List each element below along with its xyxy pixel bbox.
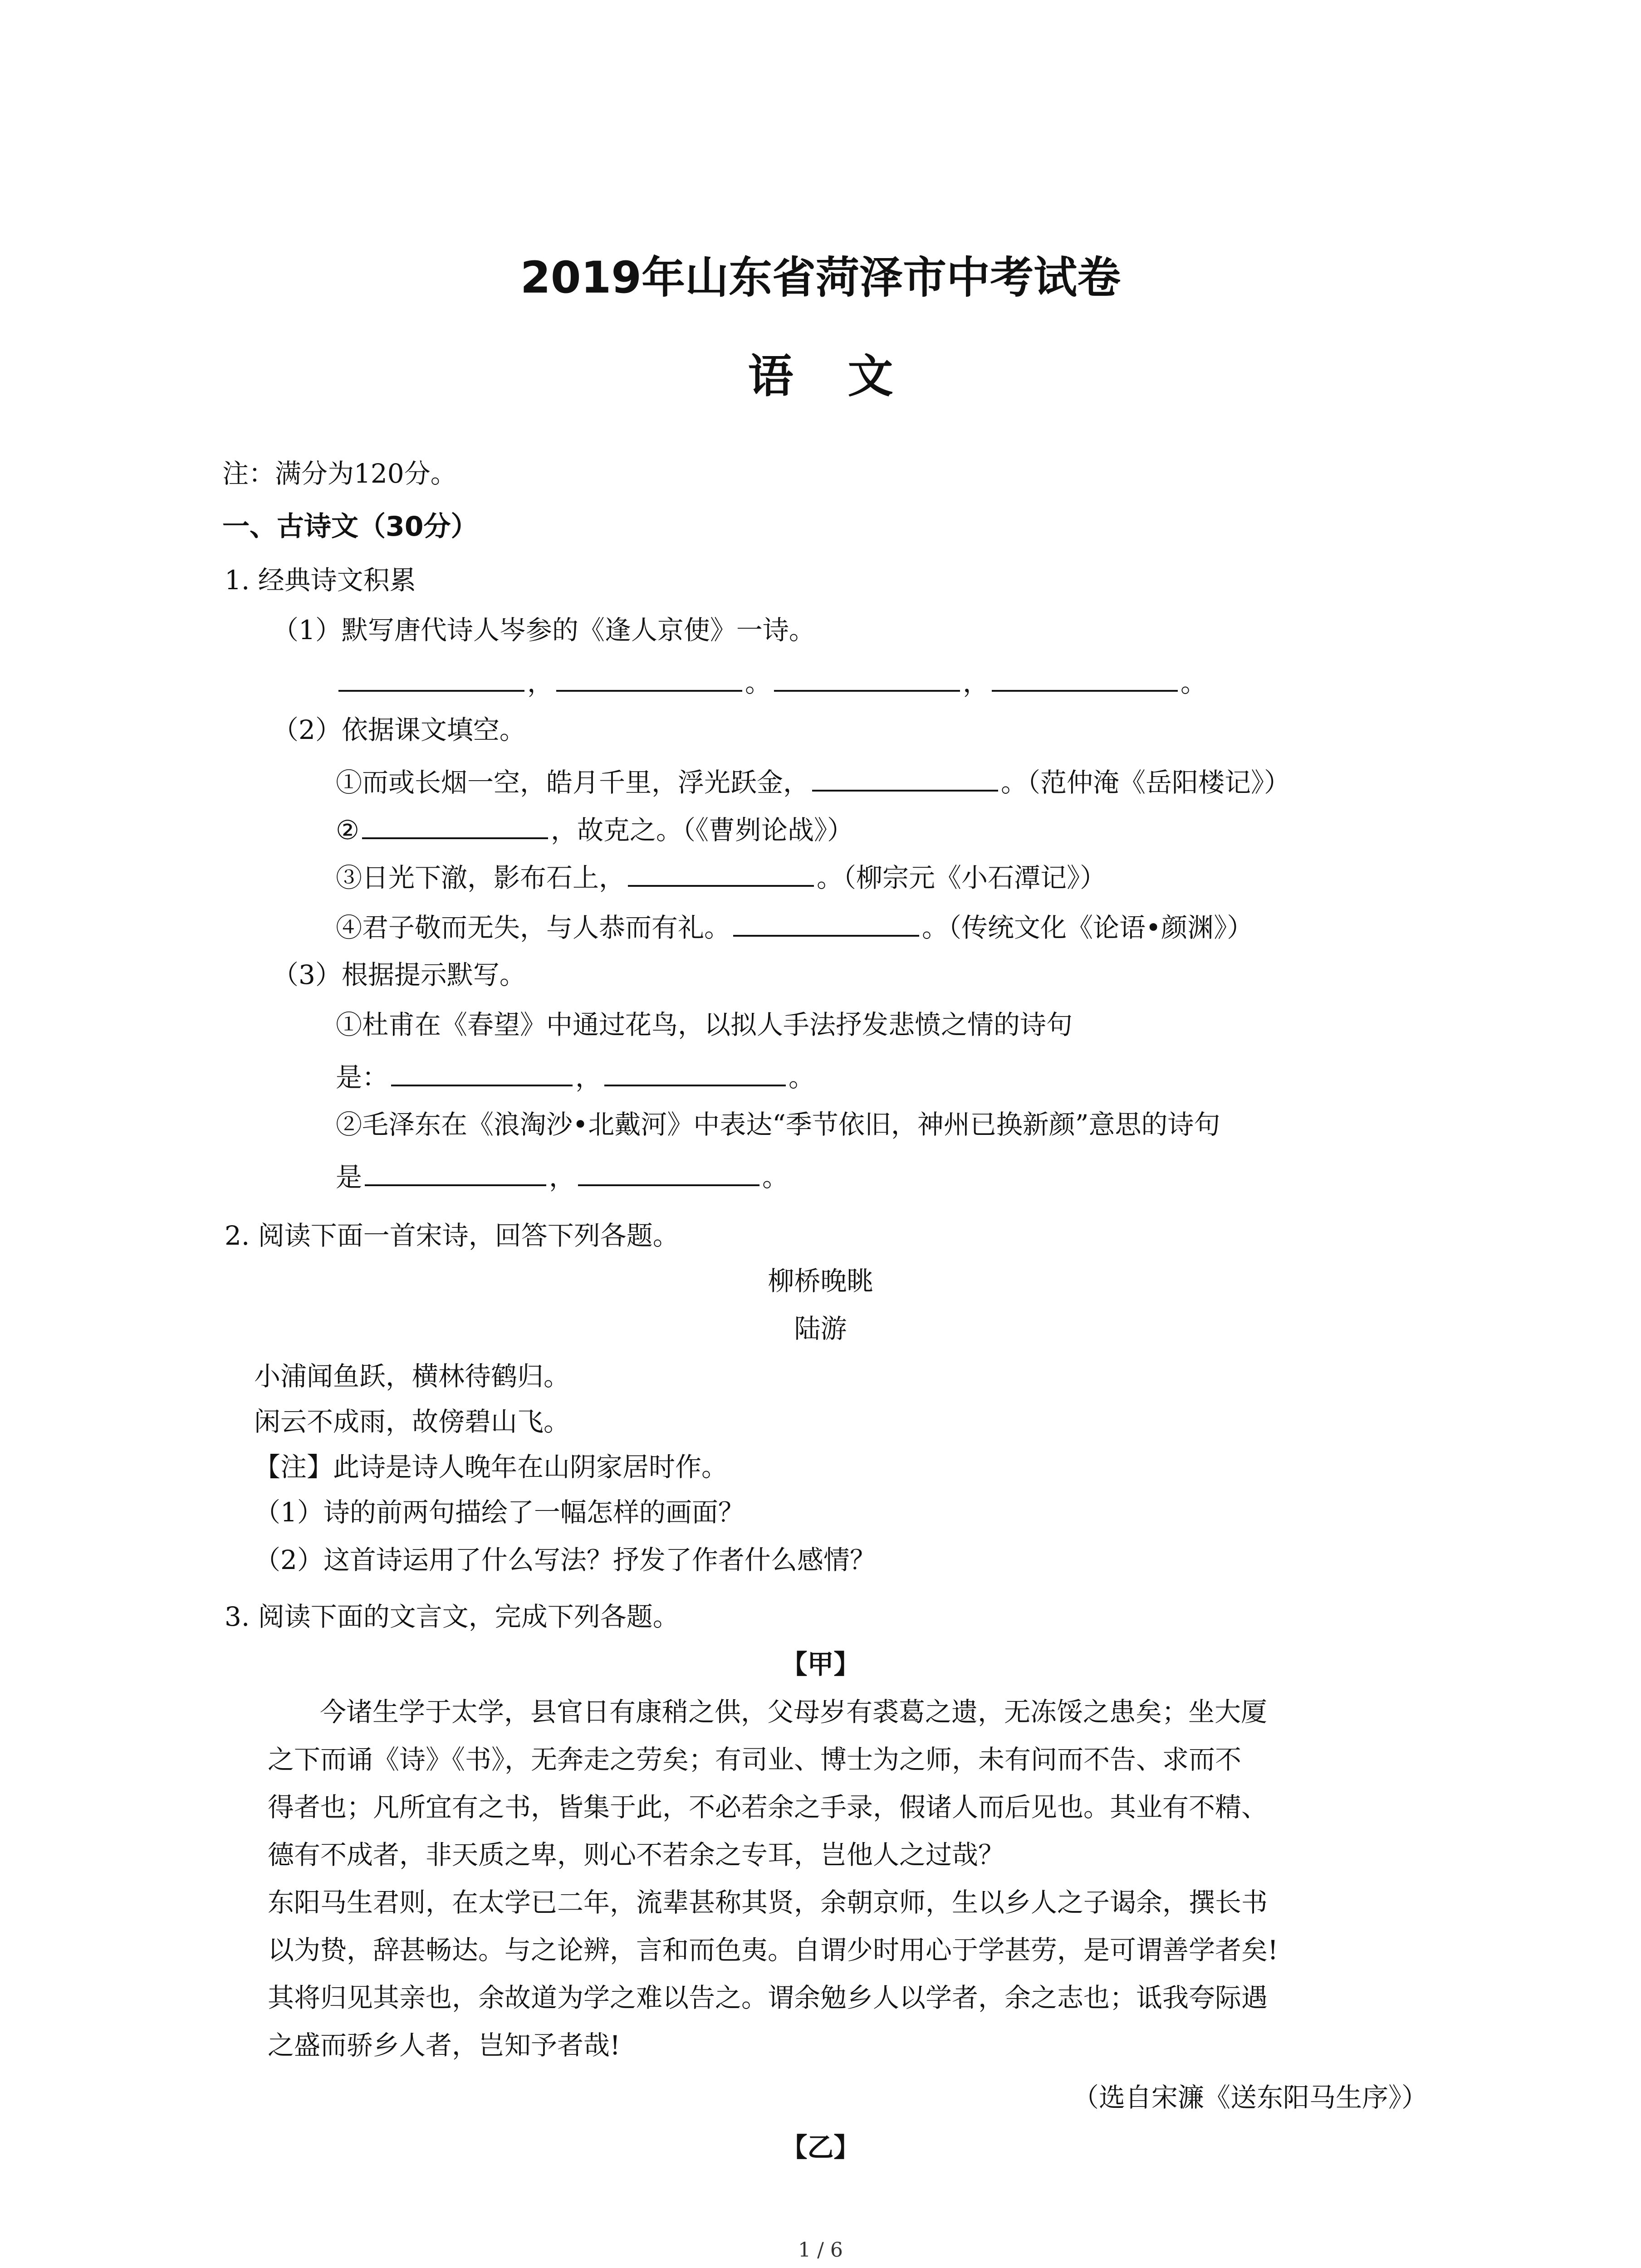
q2-sub2: （2）这首诗运用了什么写法？抒发了作者什么感情？	[254, 1545, 876, 1575]
answer-blank[interactable]	[362, 812, 548, 839]
passage-jia-label: 【甲】	[781, 1649, 860, 1680]
poem-line-2: 闲云不成雨，故傍碧山飞。	[254, 1406, 570, 1437]
passage-source: （选自宋濂《送东阳马生序》）	[1072, 2082, 1428, 2113]
question-3-title: 3. 阅读下面的文言文，完成下列各题。	[225, 1601, 679, 1632]
passage-jia-line: 东阳马生君则，在太学已二年，流辈甚称其贤，余朝京师，生以乡人之子谒余，撰长书	[268, 1887, 1268, 1918]
page-title: 2019年山东省菏泽市中考试卷	[520, 252, 1121, 303]
q1-part3-item1-blanks: 是： ， 。	[336, 1059, 815, 1094]
q1-part3-item1-prompt: ①杜甫在《春望》中通过花鸟，以拟人手法抒发悲愤之情的诗句	[336, 1009, 1073, 1040]
q1-part2-item3: ③日光下澈，影布石上， 。（柳宗元《小石潭记》）	[336, 860, 1106, 894]
answer-blank[interactable]	[812, 764, 998, 792]
answer-blank[interactable]	[578, 1159, 759, 1186]
q1-part3-item2-blanks: 是 ， 。	[336, 1159, 789, 1193]
q1-part2-item2: ② ，故克之。（《曹刿论战》）	[336, 812, 853, 846]
answer-blank[interactable]	[556, 665, 742, 692]
passage-jia-line: 得者也；凡所宜有之书，皆集于此，不必若余之手录，假诸人而后见也。其业有不精、	[268, 1792, 1268, 1823]
subject-title: 语文	[748, 350, 948, 403]
question-1-title: 1. 经典诗文积累	[225, 565, 416, 596]
question-2-title: 2. 阅读下面一首宋诗，回答下列各题。	[225, 1220, 679, 1251]
poem-line-1: 小浦闻鱼跃，横林待鹤归。	[254, 1361, 570, 1392]
answer-blank[interactable]	[365, 1159, 546, 1186]
passage-jia-line: 德有不成者，非天质之卑，则心不若余之专耳，岂他人之过哉？	[268, 1839, 1005, 1870]
answer-blank[interactable]	[628, 860, 814, 887]
passage-jia-line: 以为贽，辞甚畅达。与之论辨，言和而色夷。自谓少时用心于学甚劳，是可谓善学者矣!	[268, 1935, 1279, 1965]
score-note: 注：满分为120分。	[222, 458, 457, 489]
q1-part3: （3）根据提示默写。	[272, 959, 526, 990]
page-number: 1 / 6	[798, 2239, 843, 2262]
q1-part3-item2-prompt: ②毛泽东在《浪淘沙•北戴河》中表达“季节依旧，神州已换新颜”意思的诗句	[336, 1109, 1220, 1140]
answer-blank[interactable]	[992, 665, 1178, 692]
passage-jia-line: 其将归见其亲也，余故道为学之难以告之。谓余勉乡人以学者，余之志也；诋我夸际遇	[268, 1982, 1268, 2013]
poem-author: 陆游	[794, 1313, 847, 1344]
answer-blank[interactable]	[604, 1059, 786, 1086]
passage-jia-line: 之盛而骄乡人者，岂知予者哉!	[268, 2030, 621, 2061]
q1-part2-item4: ④君子敬而无失，与人恭而有礼。 。（传统文化《论语•颜渊》）	[336, 909, 1253, 944]
answer-blank[interactable]	[338, 665, 524, 692]
q1-part1-blanks: ， 。 ， 。	[336, 665, 1207, 699]
passage-jia-line: 之下而诵《诗》《书》，无奔走之劳矣；有司业、博士为之师，未有问而不告、求而不	[268, 1744, 1242, 1775]
answer-blank[interactable]	[391, 1059, 573, 1086]
q1-part2: （2）依据课文填空。	[272, 714, 526, 745]
passage-jia-line: 今诸生学于太学，县官日有康稍之供，父母岁有裘葛之遗，无冻馁之患矣；坐大厦	[320, 1696, 1268, 1727]
answer-blank[interactable]	[733, 909, 919, 937]
poem-note: 【注】此诗是诗人晚年在山阴家居时作。	[254, 1452, 728, 1482]
q1-part2-item1: ①而或长烟一空，皓月千里，浮光跃金， 。（范仲淹《岳阳楼记》）	[336, 764, 1290, 799]
poem-title: 柳桥晚眺	[768, 1266, 873, 1296]
q2-sub1: （1）诗的前两句描绘了一幅怎样的画面？	[254, 1497, 745, 1528]
section-heading: 一、古诗文（30分）	[222, 511, 478, 543]
q1-part1: （1）默写唐代诗人岑参的《逢人京使》一诗。	[272, 615, 815, 645]
passage-yi-label: 【乙】	[781, 2132, 860, 2163]
answer-blank[interactable]	[774, 665, 960, 692]
